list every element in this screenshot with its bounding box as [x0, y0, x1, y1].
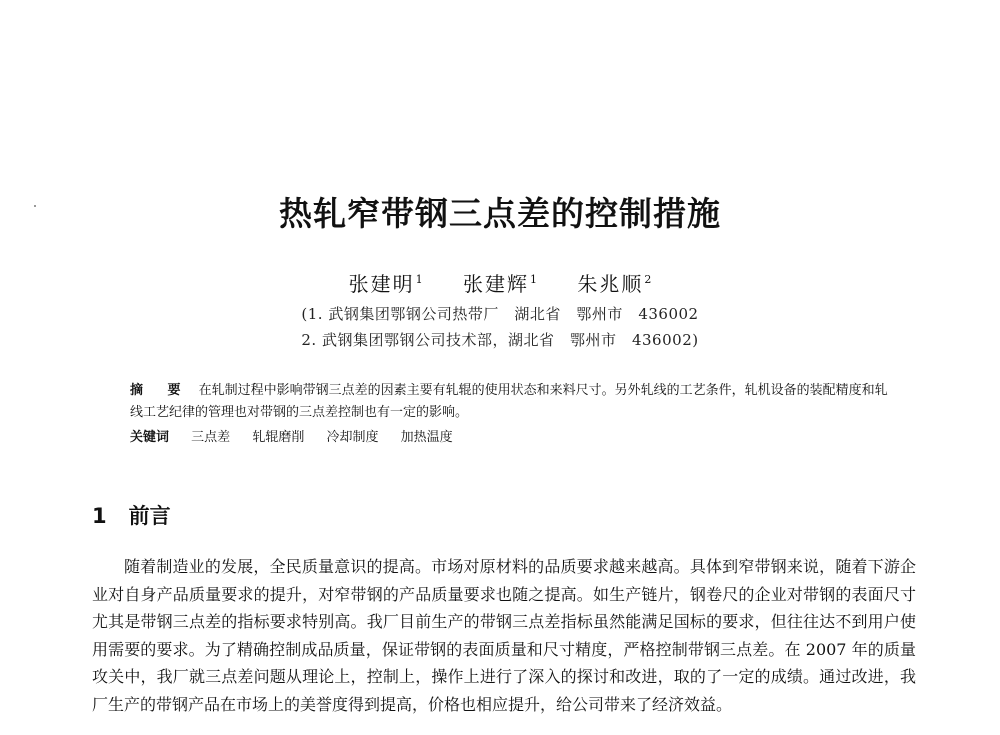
section-heading [92, 500, 171, 530]
author-2 [463, 268, 537, 297]
keyword: 三点差 [191, 430, 231, 445]
author-list [0, 268, 1000, 297]
abstract-label: 摘 要 [130, 383, 191, 398]
author-name: 张建明 [348, 272, 415, 296]
keyword: 加热温度 [400, 430, 453, 445]
abstract [130, 380, 890, 424]
paper-title: 热轧窄带钢三点差的控制措施 [279, 194, 721, 233]
author-name: 张建辉 [463, 272, 529, 296]
section-number: 1 [92, 504, 107, 528]
keyword: 轧辊磨削 [252, 430, 305, 445]
author-name: 朱兆顺 [577, 272, 644, 296]
author-affil-mark: 1 [415, 273, 423, 287]
author-3 [577, 268, 651, 297]
abstract-text: 在轧制过程中影响带钢三点差的因素主要有轧辊的使用状态和来料尺寸。另外轧线的工艺条件，轧机设备的装配精度和轧线工艺纪律的管理也对带钢的三点差控制也有一定的影响。 [130, 383, 888, 420]
author-affil-mark: 1 [530, 273, 537, 287]
keyword: 冷却制度 [326, 430, 379, 445]
affiliation-1: (1. 武钢集团鄂钢公司热带厂 湖北省 鄂州市 436002 [301, 305, 699, 323]
affiliation-2: 2. 武钢集团鄂钢公司技术部，湖北省 鄂州市 436002) [301, 331, 699, 349]
author-affil-mark: 2 [644, 273, 652, 287]
section-title: 前言 [128, 504, 171, 528]
body-paragraph: 随着制造业的发展，全民质量意识的提高。市场对原材料的品质要求越来越高。具体到窄带钢来说，随着下游企业对自身产品质量要求的提升，对窄带钢的产品质量要求也随之提高。如生产链片，钢卷尺的企业对带钢的表面尺寸尤其是带钢三点差的指标要求特别高。我厂目前生产的带钢三点差指标虽然能满足国标的要求，但往往达不到用户使用需要的要求。为了精确控制成品质量，保证带钢的表面质量和尺寸精度，严格控制带钢三点差。在 2007 年的质量攻关中，我厂就三点差问题从理论上，控制上，操作上进行了深入的探讨和改进，取的了一定的成绩。通过改进，我厂生产的带钢产品在市场上的美誉度得到提高，价格也相应提升，给公司带来了经济效益。 [92, 557, 916, 714]
author-1 [349, 268, 423, 297]
keywords-label: 关键词 [130, 430, 170, 445]
keywords [130, 426, 471, 445]
